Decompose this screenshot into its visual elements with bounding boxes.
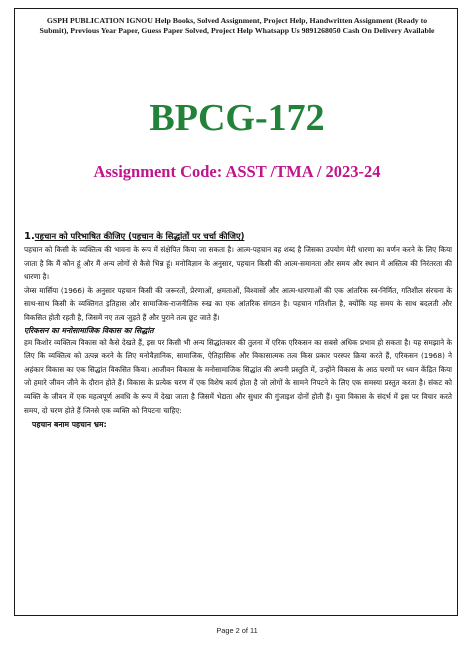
identity-vs-confusion-heading: पहचान बनाम पहचान भ्रम:: [32, 420, 107, 430]
header-line-2: Submit), Previous Year Paper, Guess Paper Solved, Project Help Whatsapp Us 9891268050 Cash On Delivery Available: [39, 26, 435, 35]
question-text: पहचान को परिभाषित कीजिए (पहचान के सिद्धांतों पर चर्चा कीजिए): [34, 231, 245, 241]
header-line-1: GSPH PUBLICATION IGNOU Help Books, Solved Assignment, Project Help, Handwritten Assignment (Ready to: [46, 16, 428, 25]
assignment-body: [24, 230, 452, 431]
question-heading: [24, 230, 452, 243]
paragraph-3: हम किशोर व्यक्तित्व विकास को कैसे देखते हैं, इस पर किसी भी अन्य सिद्धांतकार की तुलना में एरिक एरिकसन का सबसे अधिक प्रभाव हो सकता है। यह समझाने के लिए कि व्यक्तित्व को उत्पन्न करने के लिए मनोवैज्ञानिक, सामाजिक, ऐतिहासिक और विकासात्मक तत्व किस प्रकार परस्पर क्रिया करते हैं, एरिकसन (1968) ने अहंकार विकास का एक सिद्धांत विकसित किया। आजीवन विकास के मनोसामाजिक सिद्धांत की अपनी प्रस्तुति में, उन्होंने विकास के आठ चरणों पर ध्यान केंद्रित किया जो हमारे जीवन जीने के दौरान होते हैं। विकास के प्रत्येक चरण में एक विशेष कार्य होता है जो लोगों के सामने निपटने के लिए एक समस्या प्रस्तुत करता है। संकट को व्यक्ति के जीवन में एक महत्वपूर्ण अवधि के रूप में देखा जाता है जिसमें भेद्यता और सुधार की गुंजाइश दोनों होती हैं। युवा विकास के संदर्भ में इस पर विचार करते समय, दो चरण होते हैं जिनसे एक व्यक्ति को निपटना चाहिए:: [24, 337, 452, 415]
assignment-code: Assignment Code: ASST /TMA / 2023-24: [93, 162, 381, 181]
course-code-title: BPCG-172: [149, 97, 325, 139]
paragraph-2: जेम्स मार्सिया (1966) के अनुसार पहचान किसी की जरूरतों, प्रेरणाओं, क्षमताओं, विश्वासों और आत्म-धारणाओं की एक आंतरिक स्व-निर्मित, गतिशील संरचना के साथ-साथ किसी के व्यक्तिगत इतिहास और सामाजिक-राजनीतिक रुख का एक आंतरिक संगठन है। पहचान गतिशील है, क्योंकि यह समय के साथ बदलती और विकसित होती रहती है, जिसमें नए तत्व जुड़ते हैं और पुराने तत्व छूट जाते हैं।: [24, 285, 452, 322]
page-number: Page 2 of 11: [216, 626, 258, 635]
paragraph-1: पहचान को किसी के व्यक्तित्व की भावना के रूप में संक्षेपित किया जा सकता है। आत्म-पहचान वह शब्द है जिसका उपयोग मेरी धारणा का वर्णन करने के लिए किया जाता है कि मैं कौन हूं और मैं अन्य लोगों से कैसे भिन्न हूं। मनोविज्ञान के अनुसार, पहचान किसी की आत्म-समानता और समय और स्थान में अस्तित्व की निरंतरता की धारणा है।: [24, 245, 452, 282]
section-subheading: एरिकसन का मनोसामाजिक विकास का सिद्धांत: [24, 325, 154, 335]
question-number: 1.: [24, 231, 35, 242]
publisher-header: [24, 16, 450, 36]
